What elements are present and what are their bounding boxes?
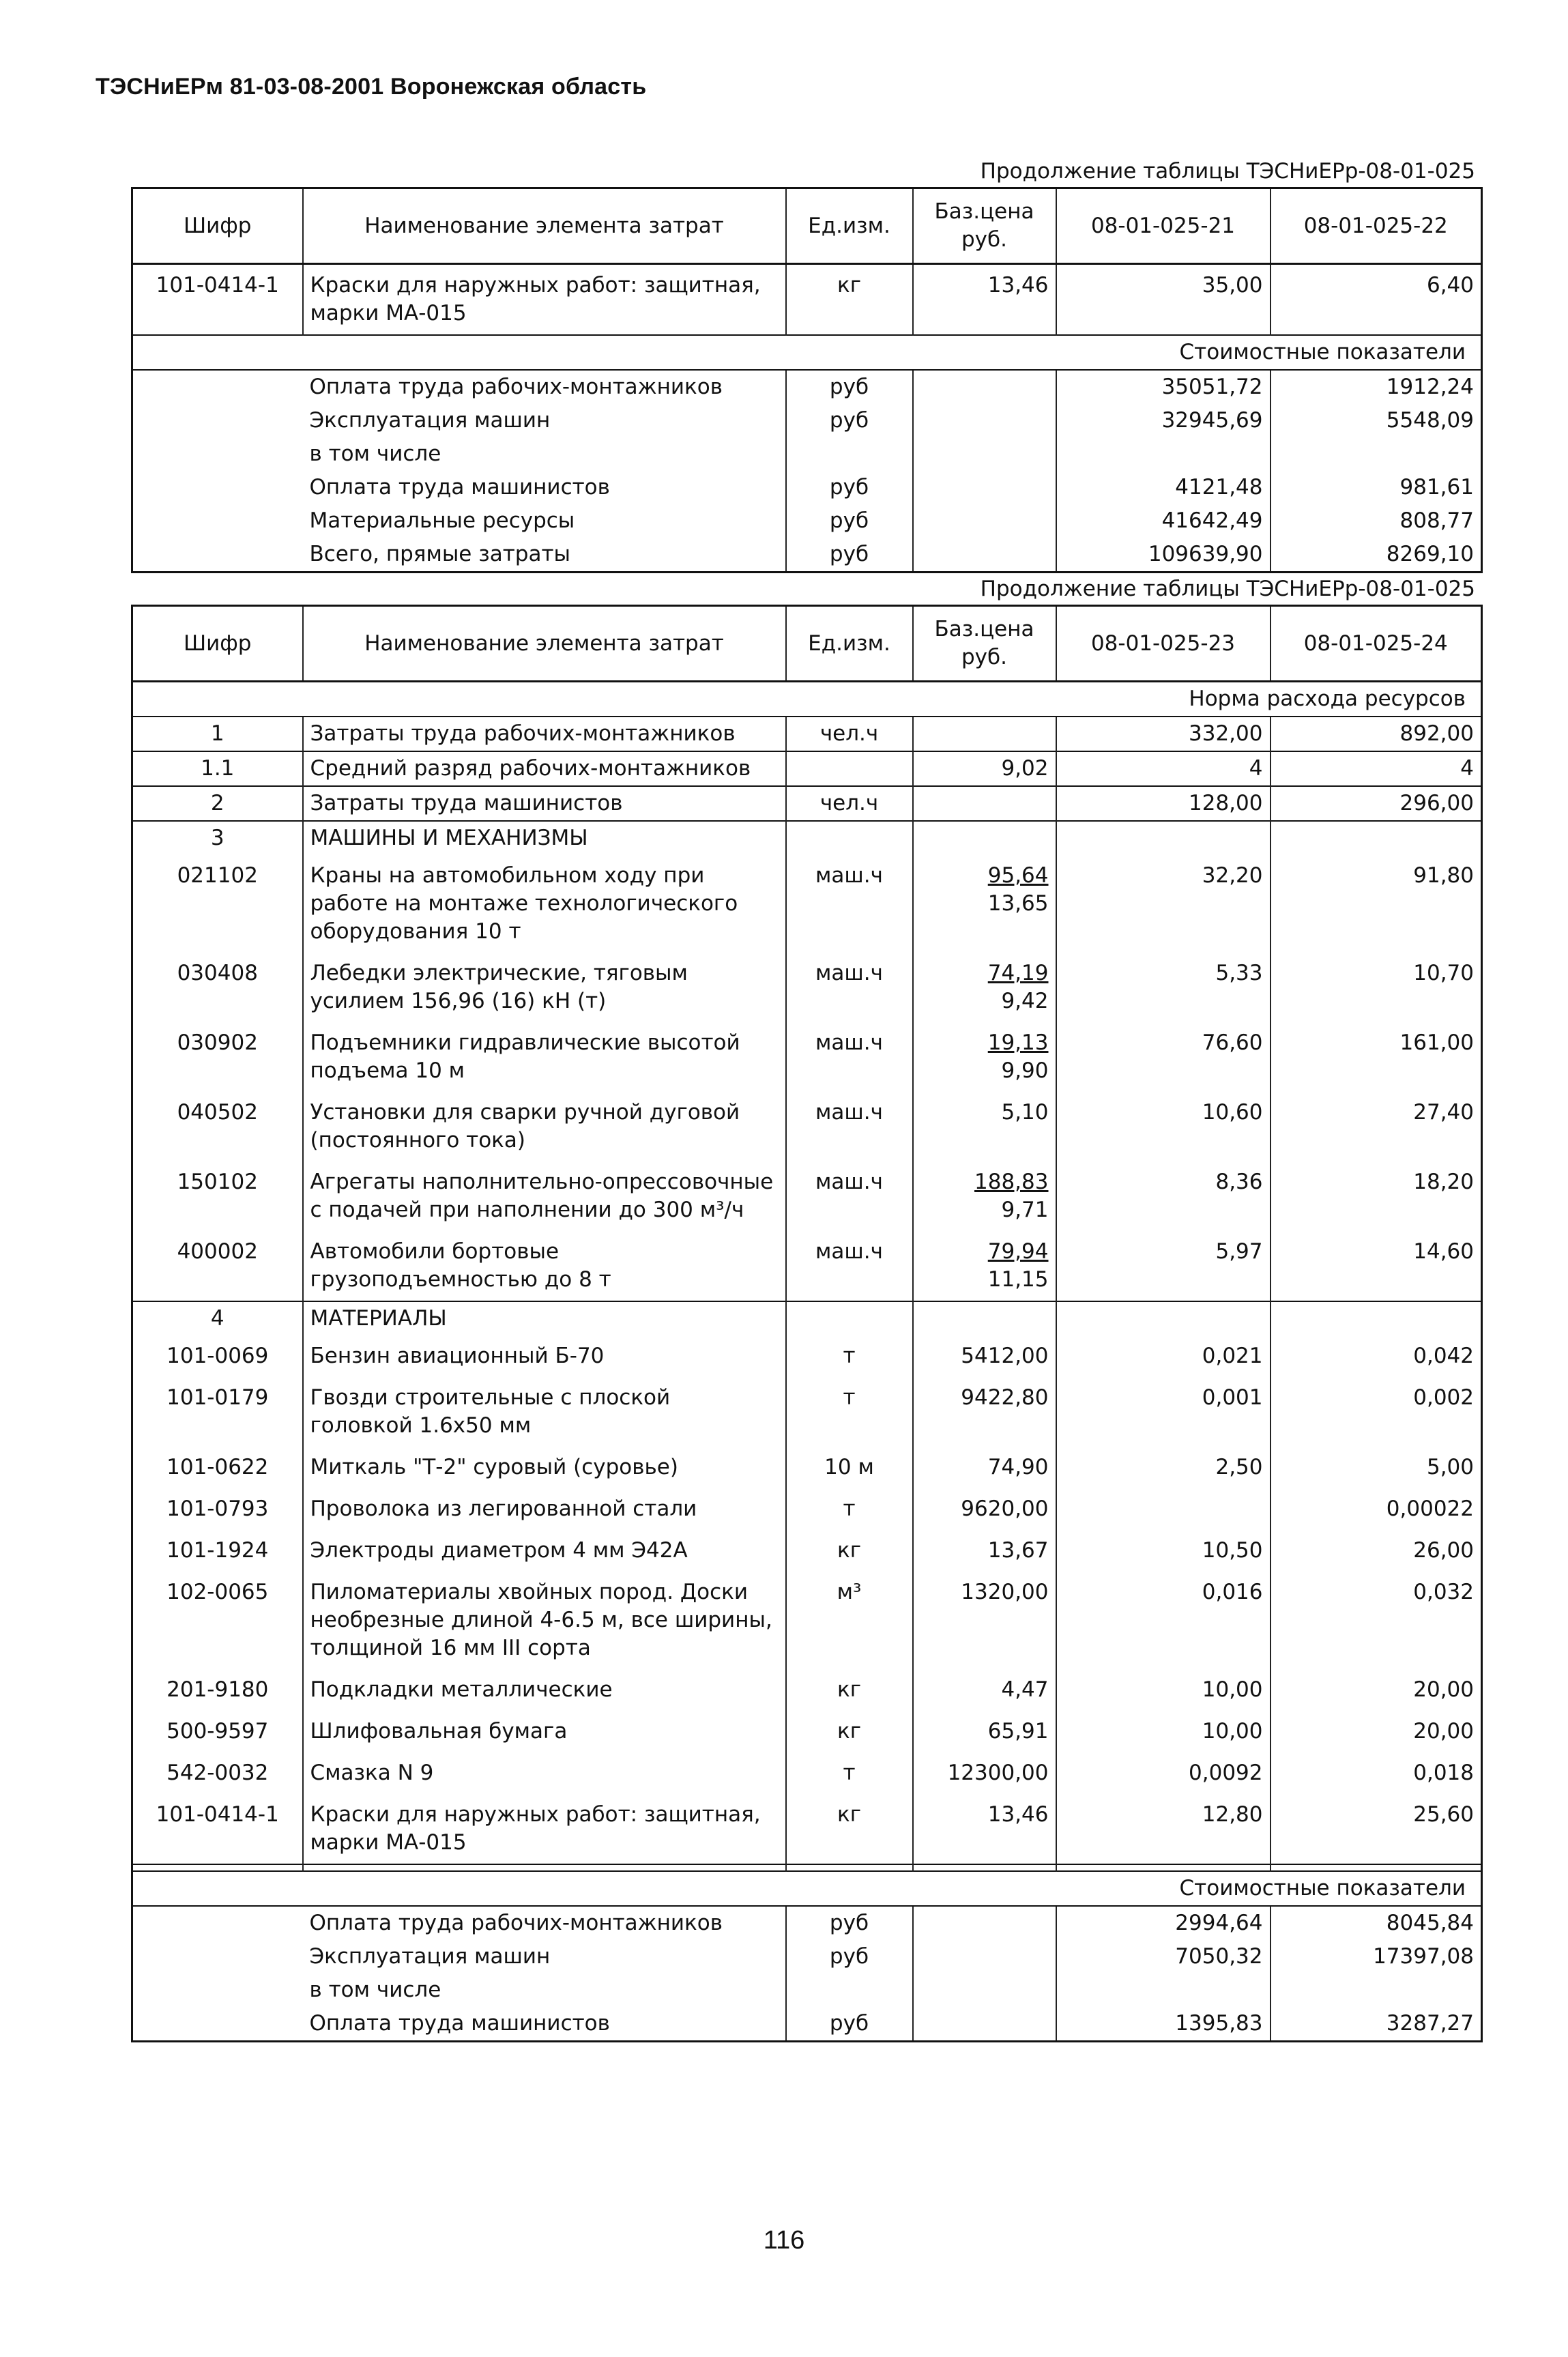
resource-code: 1.1: [132, 751, 303, 786]
resource-unit: маш.ч: [786, 1231, 913, 1301]
cost-unit: руб: [786, 538, 913, 573]
cost-value-b: 981,61: [1271, 471, 1482, 504]
resource-code: 201-9180: [132, 1669, 303, 1711]
price-total: 19,13: [987, 1030, 1049, 1055]
price-labor: 11,15: [987, 1267, 1049, 1292]
resource-price: 65,91: [913, 1711, 1056, 1752]
price-total: 79,94: [987, 1239, 1049, 1264]
resource-unit: маш.ч: [786, 1092, 913, 1161]
cost-price: [913, 504, 1056, 538]
resource-unit: кг: [786, 1530, 913, 1572]
header-price: Баз.цена руб.: [913, 606, 1056, 682]
resource-price: 9,02: [913, 751, 1056, 786]
value-b: 91,80: [1271, 855, 1482, 953]
cost-row: [132, 504, 1482, 538]
norm-section-header: [132, 682, 1482, 717]
spacer-row: [132, 1864, 1482, 1871]
value-a: 76,60: [1056, 1022, 1271, 1092]
cost-value-a: 109639,90: [1056, 538, 1271, 573]
cost-unit: [786, 437, 913, 471]
table-row: [132, 1669, 1482, 1711]
resource-unit: т: [786, 1488, 913, 1530]
value-b: 161,00: [1271, 1022, 1482, 1092]
resource-price: 1320,00: [913, 1572, 1056, 1669]
header-col-a: 08-01-025-21: [1056, 188, 1271, 264]
table-row: [132, 264, 1482, 336]
resource-code: 400002: [132, 1231, 303, 1301]
resource-unit: маш.ч: [786, 1022, 913, 1092]
value-a: 0,016: [1056, 1572, 1271, 1669]
cost-unit: руб: [786, 471, 913, 504]
header-code: Шифр: [132, 606, 303, 682]
cost-unit: руб: [786, 504, 913, 538]
table-row: [132, 1092, 1482, 1161]
value-a: 5,33: [1056, 953, 1271, 1022]
resource-code: 101-0414-1: [132, 1794, 303, 1864]
resource-name: Пиломатериалы хвойных пород. Доски необрезные длиной 4-6.5 м, все ширины, толщиной 16 мм III сорта: [303, 1572, 786, 1669]
resource-unit: маш.ч: [786, 855, 913, 953]
table-row: [132, 1711, 1482, 1752]
value-b: 25,60: [1271, 1794, 1482, 1864]
resource-price: 13,67: [913, 1530, 1056, 1572]
value-b: 0,00022: [1271, 1488, 1482, 1530]
resource-code: 102-0065: [132, 1572, 303, 1669]
resource-name: Бензин авиационный Б-70: [303, 1335, 786, 1377]
cost-code: [132, 370, 303, 404]
value-a: 0,0092: [1056, 1752, 1271, 1794]
resource-code: 101-0179: [132, 1377, 303, 1447]
cost-value-a: [1056, 437, 1271, 471]
resource-name: Краны на автомобильном ходу при работе на монтаже технологического оборудования 10 т: [303, 855, 786, 953]
resource-price: [913, 1092, 1056, 1161]
empty-cell: [132, 1864, 303, 1871]
cost-row: [132, 404, 1482, 437]
cost-price: [913, 437, 1056, 471]
resource-price: [913, 786, 1056, 821]
empty-cell: [913, 1864, 1056, 1871]
resource-code: 101-0069: [132, 1335, 303, 1377]
cost-section-header-label: Стоимостные показатели: [132, 1871, 1482, 1906]
cost-name: Оплата труда машинистов: [303, 2007, 786, 2042]
table-2-caption: Продолжение таблицы ТЭСНиЕРр-08-01-025: [980, 577, 1475, 601]
cost-value-a: 32945,69: [1056, 404, 1271, 437]
empty-cell: [1271, 821, 1482, 855]
table-row: [132, 1572, 1482, 1669]
value-a: [1056, 1488, 1271, 1530]
cost-value-a: 41642,49: [1056, 504, 1271, 538]
empty-cell: [913, 821, 1056, 855]
empty-cell: [786, 1864, 913, 1871]
table-row: [132, 1530, 1482, 1572]
header-price: Баз.цена руб.: [913, 188, 1056, 264]
cost-price: [913, 1906, 1056, 1940]
header-name: Наименование элемента затрат: [303, 606, 786, 682]
cost-name: Оплата труда рабочих-монтажников: [303, 370, 786, 404]
cost-name: Эксплуатация машин: [303, 404, 786, 437]
resource-price: 9620,00: [913, 1488, 1056, 1530]
value-b: 14,60: [1271, 1231, 1482, 1301]
value-b: 0,032: [1271, 1572, 1482, 1669]
cost-name: Оплата труда рабочих-монтажников: [303, 1906, 786, 1940]
table-2: [131, 605, 1483, 2042]
cost-value-b: [1271, 1973, 1482, 2007]
resource-name: Агрегаты наполнительно-опрессовочные с подачей при наполнении до 300 м³/ч: [303, 1161, 786, 1231]
cost-code: [132, 437, 303, 471]
cost-row: [132, 538, 1482, 573]
cost-section-header: [132, 335, 1482, 370]
cost-value-b: 17397,08: [1271, 1940, 1482, 1973]
resource-code: 101-0622: [132, 1447, 303, 1488]
table-row: [132, 1377, 1482, 1447]
cost-name: Всего, прямые затраты: [303, 538, 786, 573]
cost-section-header: [132, 1871, 1482, 1906]
resource-price: 5412,00: [913, 1335, 1056, 1377]
cost-value-b: 1912,24: [1271, 370, 1482, 404]
page-title: ТЭСНиЕРм 81-03-08-2001 Воронежская область: [96, 74, 647, 100]
value-b: 20,00: [1271, 1669, 1482, 1711]
cost-code: [132, 1940, 303, 1973]
value-b: 4: [1271, 751, 1482, 786]
cost-name: в том числе: [303, 1973, 786, 2007]
resource-code: 021102: [132, 855, 303, 953]
cost-row: [132, 437, 1482, 471]
price-total: 74,19: [987, 961, 1049, 985]
value-b: 892,00: [1271, 717, 1482, 751]
cost-value-b: 5548,09: [1271, 404, 1482, 437]
value-b: 0,002: [1271, 1377, 1482, 1447]
resource-name: Подкладки металлические: [303, 1669, 786, 1711]
cost-row: [132, 471, 1482, 504]
header-name: Наименование элемента затрат: [303, 188, 786, 264]
resource-price: [913, 1161, 1056, 1231]
empty-cell: [1056, 1301, 1271, 1335]
table-row: [132, 1488, 1482, 1530]
resource-name: Установки для сварки ручной дуговой (постоянного тока): [303, 1092, 786, 1161]
table-row: [132, 786, 1482, 821]
resource-name: Миткаль "Т-2" суровый (суровье): [303, 1447, 786, 1488]
resource-unit: т: [786, 1335, 913, 1377]
header-col-a: 08-01-025-23: [1056, 606, 1271, 682]
table-row: [132, 1752, 1482, 1794]
resource-price: 9422,80: [913, 1377, 1056, 1447]
resource-code: 040502: [132, 1092, 303, 1161]
price-total: 95,64: [987, 863, 1049, 888]
resource-name: Лебедки электрические, тяговым усилием 156,96 (16) кН (т): [303, 953, 786, 1022]
resource-unit: 10 м: [786, 1447, 913, 1488]
resource-price: [913, 855, 1056, 953]
table-row: [132, 1161, 1482, 1231]
header-unit: Ед.изм.: [786, 606, 913, 682]
cost-name: в том числе: [303, 437, 786, 471]
cost-unit: руб: [786, 404, 913, 437]
resource-price: 74,90: [913, 1447, 1056, 1488]
cost-price: [913, 1973, 1056, 2007]
resource-name: Краски для наружных работ: защитная, марки МА-015: [303, 1794, 786, 1864]
cost-value-a: 1395,83: [1056, 2007, 1271, 2042]
resource-unit: кг: [786, 264, 913, 336]
section-code: 4: [132, 1301, 303, 1335]
cost-name: Материальные ресурсы: [303, 504, 786, 538]
resource-price: [913, 717, 1056, 751]
resource-price: 12300,00: [913, 1752, 1056, 1794]
value-b: 26,00: [1271, 1530, 1482, 1572]
resource-unit: кг: [786, 1794, 913, 1864]
resource-price: [913, 953, 1056, 1022]
resource-unit: т: [786, 1377, 913, 1447]
value-a: 12,80: [1056, 1794, 1271, 1864]
resource-price: [913, 1022, 1056, 1092]
cost-code: [132, 1973, 303, 2007]
cost-row: [132, 1973, 1482, 2007]
empty-cell: [1271, 1864, 1482, 1871]
empty-cell: [1056, 821, 1271, 855]
cost-row: [132, 370, 1482, 404]
price-total: 5,10: [1001, 1100, 1049, 1125]
resource-name: Автомобили бортовые грузоподъемностью до 8 т: [303, 1231, 786, 1301]
cost-price: [913, 404, 1056, 437]
table-1-block: [131, 156, 1481, 573]
value-b: 5,00: [1271, 1447, 1482, 1488]
value-a: 10,00: [1056, 1669, 1271, 1711]
value-a: 0,001: [1056, 1377, 1271, 1447]
cost-price: [913, 370, 1056, 404]
table-2-block: [131, 573, 1481, 2042]
cost-name: Оплата труда машинистов: [303, 471, 786, 504]
price-labor: 13,65: [987, 891, 1049, 916]
cost-unit: руб: [786, 1906, 913, 1940]
resource-unit: чел.ч: [786, 717, 913, 751]
table-row: [132, 855, 1482, 953]
section-code: 3: [132, 821, 303, 855]
header-col-b: 08-01-025-22: [1271, 188, 1482, 264]
cost-price: [913, 1940, 1056, 1973]
resource-code: 542-0032: [132, 1752, 303, 1794]
value-a: 332,00: [1056, 717, 1271, 751]
cost-value-a: 4121,48: [1056, 471, 1271, 504]
cost-code: [132, 504, 303, 538]
resource-code: 2: [132, 786, 303, 821]
value-b: 10,70: [1271, 953, 1482, 1022]
resource-name: Подъемники гидравлические высотой подъема 10 м: [303, 1022, 786, 1092]
cost-code: [132, 471, 303, 504]
resource-code: 101-0793: [132, 1488, 303, 1530]
resource-code: 500-9597: [132, 1711, 303, 1752]
resource-price: 13,46: [913, 264, 1056, 336]
value-a: 35,00: [1056, 264, 1271, 336]
section-title: МАТЕРИАЛЫ: [303, 1301, 786, 1335]
empty-cell: [1056, 1864, 1271, 1871]
cost-value-b: 8269,10: [1271, 538, 1482, 573]
resource-name: Затраты труда машинистов: [303, 786, 786, 821]
value-a: 128,00: [1056, 786, 1271, 821]
table-row: [132, 953, 1482, 1022]
resource-code: 150102: [132, 1161, 303, 1231]
table-1-caption: Продолжение таблицы ТЭСНиЕРр-08-01-025: [980, 159, 1475, 184]
resource-name: Средний разряд рабочих-монтажников: [303, 751, 786, 786]
resource-code: 030902: [132, 1022, 303, 1092]
resource-unit: маш.ч: [786, 953, 913, 1022]
value-a: 5,97: [1056, 1231, 1271, 1301]
cost-value-a: 2994,64: [1056, 1906, 1271, 1940]
price-labor: 9,90: [1001, 1058, 1049, 1083]
empty-cell: [913, 1301, 1056, 1335]
value-b: 0,042: [1271, 1335, 1482, 1377]
cost-row: [132, 1906, 1482, 1940]
cost-unit: руб: [786, 1940, 913, 1973]
cost-value-b: 8045,84: [1271, 1906, 1482, 1940]
cost-row: [132, 1940, 1482, 1973]
cost-value-a: [1056, 1973, 1271, 2007]
cost-unit: руб: [786, 2007, 913, 2042]
value-a: 10,60: [1056, 1092, 1271, 1161]
value-a: 4: [1056, 751, 1271, 786]
resource-unit: маш.ч: [786, 1161, 913, 1231]
value-b: 0,018: [1271, 1752, 1482, 1794]
resource-unit: т: [786, 1752, 913, 1794]
header-col-b: 08-01-025-24: [1271, 606, 1482, 682]
cost-price: [913, 538, 1056, 573]
table-row: [132, 717, 1482, 751]
value-a: 32,20: [1056, 855, 1271, 953]
cost-code: [132, 538, 303, 573]
value-b: 6,40: [1271, 264, 1482, 336]
table-1: [131, 187, 1483, 573]
section-title: МАШИНЫ И МЕХАНИЗМЫ: [303, 821, 786, 855]
value-b: 27,40: [1271, 1092, 1482, 1161]
resource-name: Гвозди строительные с плоской головкой 1.6х50 мм: [303, 1377, 786, 1447]
norm-section-header-label: Норма расхода ресурсов: [132, 682, 1482, 717]
value-a: 10,00: [1056, 1711, 1271, 1752]
resource-price: 13,46: [913, 1794, 1056, 1864]
cost-section-header-label: Стоимостные показатели: [132, 335, 1482, 370]
table-row: [132, 1231, 1482, 1301]
resource-name: Затраты труда рабочих-монтажников: [303, 717, 786, 751]
value-a: 10,50: [1056, 1530, 1271, 1572]
value-a: 2,50: [1056, 1447, 1271, 1488]
table-row: [132, 1335, 1482, 1377]
price-labor: 9,42: [1001, 989, 1049, 1013]
cost-value-b: 808,77: [1271, 504, 1482, 538]
table-row: [132, 751, 1482, 786]
table-row: [132, 1447, 1482, 1488]
resource-price: [913, 1231, 1056, 1301]
cost-code: [132, 1906, 303, 1940]
price-labor: 9,71: [1001, 1198, 1049, 1222]
resource-name: Проволока из легированной стали: [303, 1488, 786, 1530]
cost-value-b: [1271, 437, 1482, 471]
cost-value-a: 35051,72: [1056, 370, 1271, 404]
empty-cell: [786, 821, 913, 855]
cost-price: [913, 471, 1056, 504]
cost-unit: руб: [786, 370, 913, 404]
resource-unit: м³: [786, 1572, 913, 1669]
resource-unit: кг: [786, 1711, 913, 1752]
cost-unit: [786, 1973, 913, 2007]
table-row: [132, 1022, 1482, 1092]
resource-name: Краски для наружных работ: защитная, марки МА-015: [303, 264, 786, 336]
header-unit: Ед.изм.: [786, 188, 913, 264]
cost-row: [132, 2007, 1482, 2042]
resource-unit: [786, 751, 913, 786]
resource-code: 030408: [132, 953, 303, 1022]
value-b: 20,00: [1271, 1711, 1482, 1752]
page-number: 116: [763, 2226, 805, 2255]
value-b: 18,20: [1271, 1161, 1482, 1231]
resource-name: Смазка N 9: [303, 1752, 786, 1794]
resource-price: 4,47: [913, 1669, 1056, 1711]
price-total: 188,83: [974, 1170, 1049, 1194]
resource-unit: чел.ч: [786, 786, 913, 821]
cost-price: [913, 2007, 1056, 2042]
cost-name: Эксплуатация машин: [303, 1940, 786, 1973]
resource-code: 1: [132, 717, 303, 751]
cost-code: [132, 404, 303, 437]
cost-value-b: 3287,27: [1271, 2007, 1482, 2042]
value-a: 0,021: [1056, 1335, 1271, 1377]
empty-cell: [1271, 1301, 1482, 1335]
resource-name: Электроды диаметром 4 мм Э42А: [303, 1530, 786, 1572]
table-row: [132, 1794, 1482, 1864]
cost-value-a: 7050,32: [1056, 1940, 1271, 1973]
resource-code: 101-1924: [132, 1530, 303, 1572]
value-a: 8,36: [1056, 1161, 1271, 1231]
materials-section-row: [132, 1301, 1482, 1335]
header-code: Шифр: [132, 188, 303, 264]
cost-code: [132, 2007, 303, 2042]
empty-cell: [303, 1864, 786, 1871]
resource-name: Шлифовальная бумага: [303, 1711, 786, 1752]
machines-section-row: [132, 821, 1482, 855]
resource-code: 101-0414-1: [132, 264, 303, 336]
value-b: 296,00: [1271, 786, 1482, 821]
empty-cell: [786, 1301, 913, 1335]
resource-unit: кг: [786, 1669, 913, 1711]
